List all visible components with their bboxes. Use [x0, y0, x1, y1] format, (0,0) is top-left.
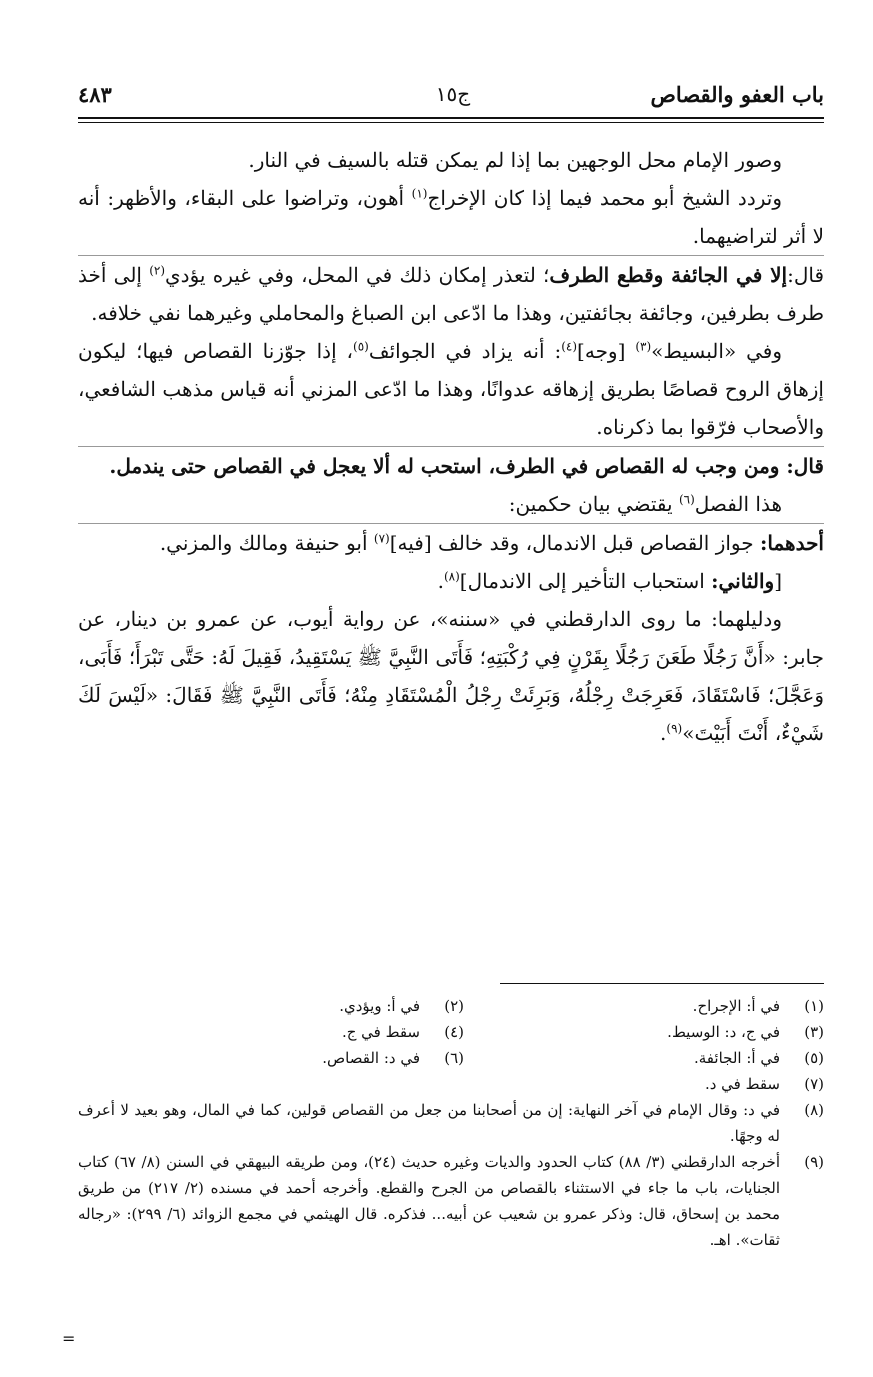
footnote-ref[interactable]: (٤): [561, 339, 578, 354]
paragraph-5: [78, 446, 824, 485]
section-lead: أحدهما:: [759, 531, 824, 555]
footnote-ref[interactable]: (٨): [443, 569, 460, 584]
footnote-1: [474, 993, 824, 1019]
paragraph-6: [78, 485, 824, 523]
paragraph-8: [78, 562, 824, 600]
footnote-ref[interactable]: (٥): [353, 339, 369, 354]
footnote-text: في ج، د: الوسيط.: [667, 1023, 780, 1041]
footnote-number: (٣): [804, 1023, 824, 1041]
paragraph-text: ، إذا جوّزنا القصاص فيها؛ ليكون إزهاق الروح قصاصًا بطريق إزهاقه عدوانًا، وهذا ما ادّعى المزني أنه قياس مذهب الشافعي، والأصحاب فرّقوا بما ذكرناه.: [78, 339, 824, 439]
paragraph-text: : أنه يزاد في الجوائف: [368, 339, 562, 363]
paragraph-text: .: [660, 721, 667, 745]
paragraph-text: وفي «البسيط»: [651, 339, 783, 363]
footnote-number: (٤): [444, 1023, 464, 1041]
main-text: [78, 141, 824, 752]
running-header: [78, 80, 824, 116]
header-rule-thick: [78, 117, 824, 119]
footnotes: [78, 993, 824, 1253]
page-number: ٤٨٣: [78, 82, 112, 107]
paragraph-text: وتردد الشيخ أبو محمد فيما إذا كان الإخراج: [427, 186, 782, 210]
paragraph-text: وصور الإمام محل الوجهين بما إذا لم يمكن قتله بالسيف في النار.: [248, 148, 782, 172]
bracket: [: [774, 569, 782, 593]
footnote-row: [78, 1019, 824, 1045]
footnote-ref[interactable]: (١): [411, 186, 428, 201]
paragraph-4: [78, 332, 824, 446]
footnote-row: [78, 1071, 824, 1097]
footnote-number: (١): [804, 997, 824, 1015]
footnote-8: [78, 1097, 824, 1149]
footnote-row: [78, 993, 824, 1019]
paragraph-text: قال:: [787, 263, 825, 287]
footnote-5: [474, 1045, 824, 1071]
footnote-9: [78, 1149, 824, 1253]
continuation-mark: =: [62, 1329, 76, 1348]
quoted-matn: إلا في الجائفة وقطع الطرف: [549, 263, 788, 287]
footnote-number: (٢): [444, 997, 464, 1015]
footnote-3: [474, 1019, 824, 1045]
paragraph-text: جواز القصاص قبل الاندمال، وقد خالف [فيه]: [389, 531, 760, 555]
section-lead: والثاني:: [711, 569, 775, 593]
paragraph-text: أهون، وتراضوا على البقاء، والأظهر: أنه لا أثر لتراضيهما.: [78, 186, 824, 248]
footnote-text: في د: وقال الإمام في آخر النهاية: إن من أصحابنا من جعل من القصاص قولين، كما في المال، وهو بعيد لا أعرف له وجهًا.: [78, 1101, 780, 1145]
paragraph-text: إلى أخذ طرف بطرفين، وجائفة بجائفتين، وهذا ما ادّعى ابن الصباغ والمحاملي وغيرهما نفي خلافه.: [78, 263, 824, 325]
paragraph-text: أبو حنيفة ومالك والمزني.: [159, 531, 374, 555]
footnote-row: [78, 1045, 824, 1071]
footnote-ref[interactable]: (٩): [666, 721, 683, 736]
paragraph-text: ؛ لتعذر إمكان ذلك في المحل، وفي غيره يؤدي: [165, 263, 550, 287]
hadith-text: ودليلهما: ما روى الدارقطني في «سننه»، عن رواية أيوب، عن عمرو بن دينار، عن جابر: «أَنَّ رَجُلًا طَعَنَ رَجُلًا بِقَرْنٍ فِي رُكْبَتِهِ؛ فَأَتَى النَّبِيَّ ﷺ يَسْتَقِيدُ، فَقِيلَ لَهُ: حَتَّى تَبْرَأَ؛ فَأَبَى، وَعَجَّلَ؛ فَاسْتَقَادَ، فَعَرِجَتْ رِجْلُهُ، وَبَرِئَتْ رِجْلُ الْمُسْتَقَادِ مِنْهُ؛ فَأَتَى النَّبِيَّ ﷺ فَقَالَ: «لَيْسَ لَكَ شَيْءٌ، أَنْتَ أَبَيْتَ»: [78, 607, 824, 745]
footnote-ref[interactable]: (٦): [678, 492, 695, 507]
footnote-ref[interactable]: (٢): [149, 263, 166, 278]
footnote-text: سقط في د.: [704, 1075, 780, 1093]
footnote-number: (٦): [444, 1049, 464, 1067]
footnote-number: (٩): [804, 1153, 824, 1171]
chapter-title: باب العفو والقصاص: [650, 82, 824, 107]
footnote-text: في أ: الجائفة.: [694, 1049, 780, 1067]
footnote-text: في أ: الإجراح.: [692, 997, 780, 1015]
footnote-ref[interactable]: (٧): [373, 531, 390, 546]
paragraph-3: [78, 255, 824, 332]
volume-label: ج١٥: [435, 82, 471, 106]
header-rule-thin: [78, 122, 824, 123]
paragraph-1: [78, 141, 824, 179]
footnote-text: أخرجه الدارقطني (٣/ ٨٨) كتاب الحدود والديات وغيره حديث (٢٤)، ومن طريقه البيهقي في السنن (٨/ ٦٧) كتاب الجنايات، باب ما جاء في الاستثناء بالقصاص من الجرح والقطع. وأخرجه أحمد في مسنده (٢/ ٢١٧) من طريق محمد بن إسحاق، قال: وذكر عمرو بن شعيب عن أبيه... فذكره. قال الهيثمي في مجمع الزوائد (٦/ ٢٩٩): «رجاله ثقات». اهـ.: [78, 1153, 780, 1249]
paragraph-text: يقتضي بيان حكمين:: [508, 492, 679, 516]
footnote-ref[interactable]: (٣): [635, 339, 652, 354]
paragraph-text: هذا الفصل: [694, 492, 782, 516]
footnote-separator: [500, 983, 824, 984]
paragraph-text: [وجه]: [577, 339, 636, 363]
paragraph-9: [78, 600, 824, 752]
footnote-7: [474, 1071, 824, 1097]
paragraph-2: [78, 179, 824, 255]
footnote-text: في أ: ويؤدي.: [339, 997, 420, 1015]
quoted-matn: قال: ومن وجب له القصاص في الطرف، استحب له ألا يعجل في القصاص حتى يندمل.: [109, 454, 824, 478]
footnote-2: [114, 993, 464, 1019]
footnote-6: [114, 1045, 464, 1071]
footnote-text: سقط في ج.: [341, 1023, 420, 1041]
footnote-number: (٨): [804, 1101, 824, 1119]
footnote-text: في د: القصاص.: [322, 1049, 420, 1067]
paragraph-7: [78, 523, 824, 562]
footnote-number: (٧): [804, 1075, 824, 1093]
paragraph-text: استحباب التأخير إلى الاندمال]: [459, 569, 712, 593]
footnote-4: [114, 1019, 464, 1045]
footnote-number: (٥): [804, 1049, 824, 1067]
paragraph-text: .: [437, 569, 444, 593]
